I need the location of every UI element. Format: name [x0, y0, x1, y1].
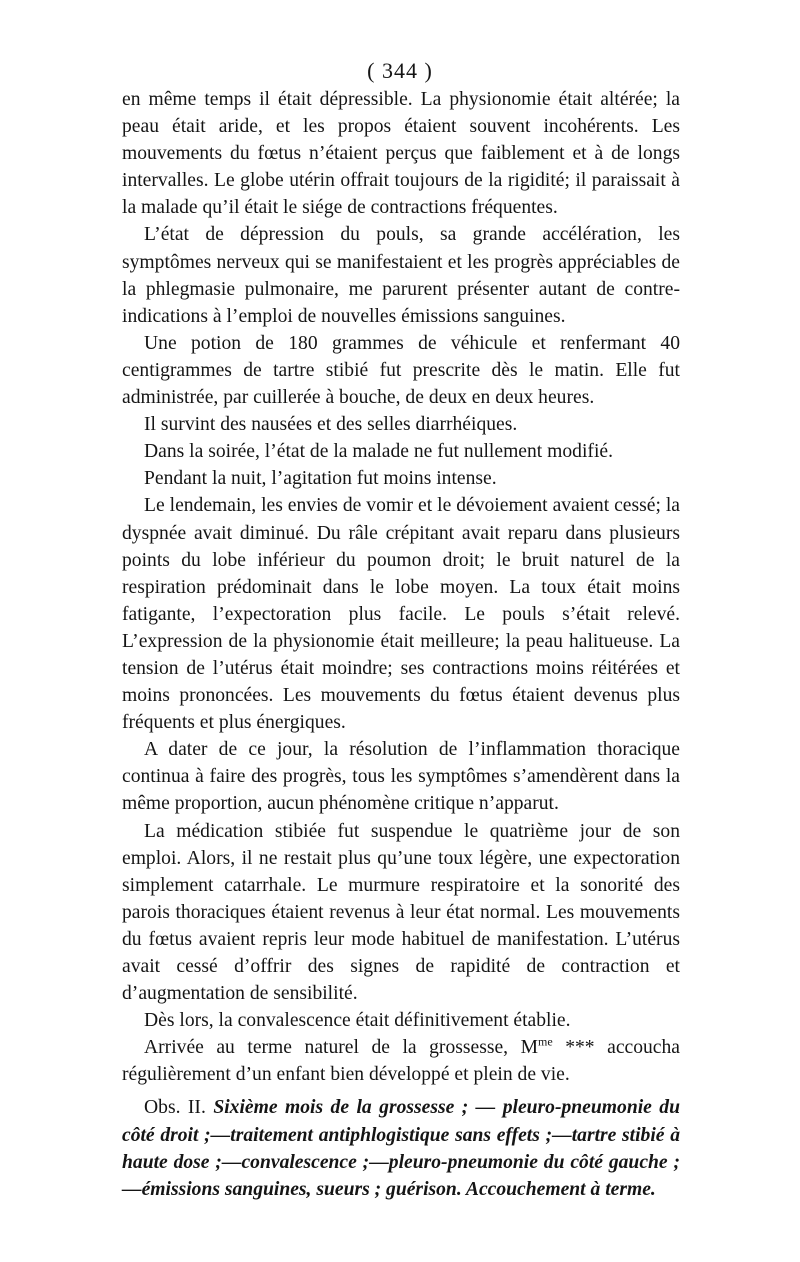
- paragraph: A dater de ce jour, la résolution de l’inflammation thoracique continua à faire des progrès, tous les symptômes s’amendèrent dans la même proportion, aucun phénomène critique n’apparut.: [122, 739, 680, 815]
- paragraph: La médication stibiée fut suspendue le quatrième jour de son emploi. Alors, il ne restait plus qu’une toux légère, une expectoration simplement catarrhale. Le murmure respiratoire et la sonorité des parois thoraciques étaient revenus à leur état normal. Les mouvements du fœtus avaient repris leur mode habituel de manifestation. L’utérus avait cessé d’offrir des signes de rapidité de contraction et d’augmentation de sensibilité.: [122, 820, 680, 1005]
- paragraph: Une potion de 180 grammes de véhicule et renfermant 40 centigrammes de tartre stibié fut prescrite dès le matin. Elle fut administrée, par cuillerée à bouche, de deux en deux heures.: [122, 332, 680, 409]
- observation-summary: Sixième mois de la grossesse ; — pleuro-pneumonie du côté droit ;—traitement antiphlogistique sans effets ;—tartre stibié à haute dose ;—convalescence ;—pleuro-pneumonie du côté gauche ; —émissions sanguines, sueurs ; guérison. Accouchement à terme.: [122, 1097, 680, 1200]
- paragraph: Il survint des nausées et des selles diarrhéiques.: [144, 414, 518, 436]
- page-number: ( 344 ): [367, 58, 433, 83]
- paragraph: L’état de dépression du pouls, sa grande accélération, les symptômes nerveux qui se manifestaient et les progrès appréciables de la phlegmasie pulmonaire, me parurent présenter autant de contre-indications à l’emploi de nouvelles émissions sanguines.: [122, 224, 680, 327]
- delivery-text-end: *** accoucha régulièrement d’un enfant bien développé et plein de vie.: [122, 1037, 680, 1086]
- paragraph: Le lendemain, les envies de vomir et le dévoiement avaient cessé; la dyspnée avait diminué. Du râle crépitant avait reparu dans plusieurs points du lobe inférieur du poumon droit; le bruit naturel de la respiration prédominait dans le lobe moyen. La toux était moins fatigante, l’expectoration plus facile. Le pouls s’était relevé. L’expression de la physionomie était meilleure; la peau halitueuse. La tension de l’utérus était moindre; ses contractions moins réitérées et moins prononcées. Les mouvements du fœtus étaient devenus plus fréquents et plus énergiques.: [122, 495, 680, 734]
- body-text: [122, 86, 680, 1203]
- paragraph-delivery: [122, 1034, 680, 1088]
- paragraph: en même temps il était dépressible. La physionomie était altérée; la peau était aride, et les propos étaient souvent incohérents. Les mouvements du fœtus n’étaient perçus que faiblement et à de longs intervalles. Le globe utérin offrait toujours de la rigidité; il paraissait à la malade qu’il était le siége de contractions fréquentes.: [122, 89, 680, 219]
- observation-heading: [122, 1094, 680, 1202]
- paragraph: Dans la soirée, l’état de la malade ne fut nullement modifié.: [144, 441, 613, 463]
- observation-label: Obs. II.: [144, 1097, 206, 1119]
- delivery-superscript: me: [538, 1034, 553, 1049]
- paragraph: Pendant la nuit, l’agitation fut moins intense.: [144, 468, 497, 490]
- delivery-text-start: Arrivée au terme naturel de la grossesse, M: [144, 1037, 538, 1059]
- paragraph: Dès lors, la convalescence était définitivement établie.: [144, 1010, 571, 1032]
